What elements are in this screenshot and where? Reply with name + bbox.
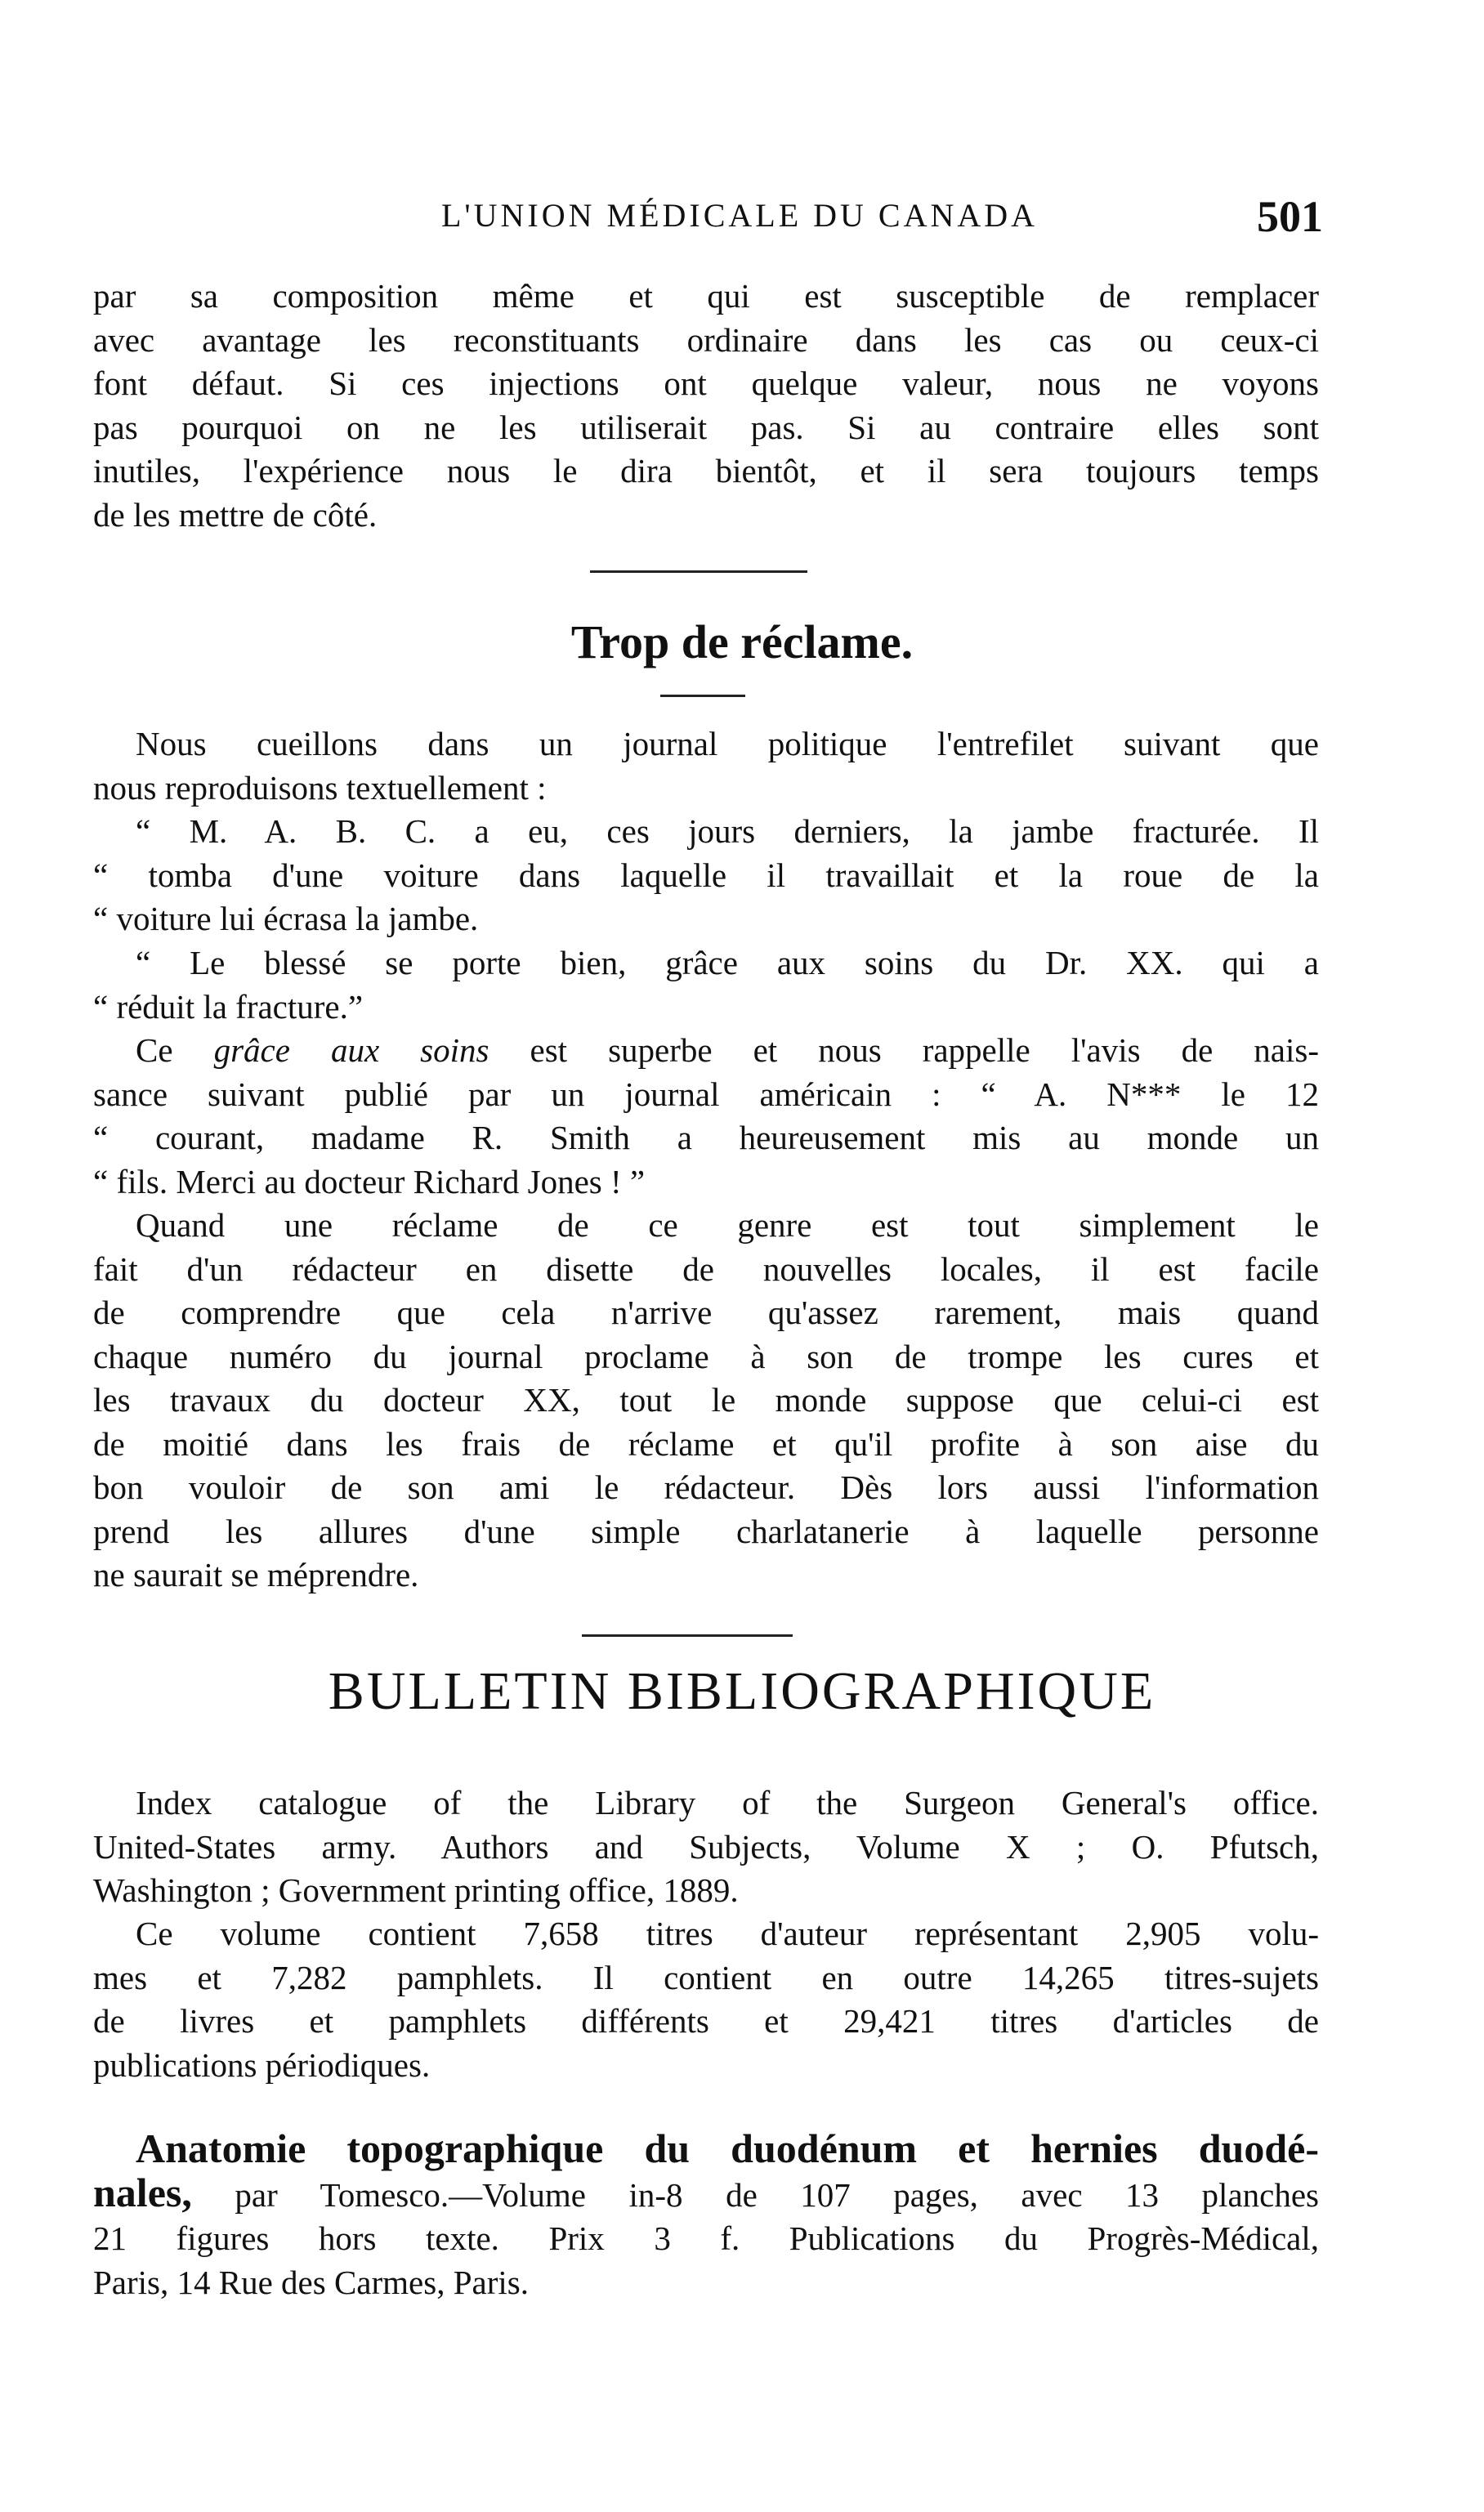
text-line: les travaux du docteur XX, tout le monde suppose que celui-ci est [93,1381,1319,1419]
text-line: sance suivant publié par un journal américain : “ A. N*** le 12 [93,1075,1319,1113]
book-title: Anatomie topographique du duodénum et hernies duodé- [136,2125,1319,2171]
text-span: Ce [136,1031,214,1069]
text-line: inutiles, l'expérience nous le dira bientôt, et il sera toujours temps [93,452,1319,489]
text-line: “ Le blessé se porte bien, grâce aux soins du Dr. XX. qui a [136,944,1319,981]
section-heading-bulletin: BULLETIN BIBLIOGRAPHIQUE [328,1661,1156,1721]
paragraph [93,1029,1319,1204]
text-span: par Tomesco.—Volume in-8 de 107 pages, avec 13 planches [191,2175,1319,2214]
text-line: ne saurait se méprendre. [93,1556,419,1593]
text-line: Ce volume contient 7,658 titres d'auteur représentant 2,905 volu- [136,1915,1319,1952]
running-head [0,191,1484,248]
text-line: chaque numéro du journal proclame à son de trompe les cures et [93,1337,1319,1375]
text-line: de moitié dans les frais de réclame et qu'il profite à son aise du [93,1424,1319,1463]
section-heading-reclame: Trop de réclame. [570,615,914,668]
text-line: prend les allures d'une simple charlatanerie à laquelle personne [93,1512,1319,1550]
text-line: pas pourquoi on ne les utiliserait pas. Si au contraire elles sont [93,408,1319,446]
italic-phrase: grâce aux soins [213,1031,489,1069]
text-line: par sa composition même et qui est susceptible de remplacer [93,277,1319,315]
text-line: mes et 7,282 pamphlets. Il contient en outre 14,265 titres-sujets [93,1958,1319,1996]
bibliography-entry [93,1781,1319,1913]
text-line: de les mettre de côté. [93,495,378,534]
text-line: nous reproduisons textuellement : [93,768,547,807]
text-line: “ tomba d'une voiture dans laquelle il travaillait et la roue de la [93,856,1319,894]
text-line: font défaut. Si ces injections ont quelque valeur, nous ne voyons [93,364,1319,402]
text-line: “ voiture lui écrasa la jambe. [93,900,479,937]
text-line: de comprendre que cela n'arrive qu'assez rarement, mais quand [93,1294,1319,1331]
paragraph-continuation [93,275,1319,537]
paragraph [93,1204,1319,1598]
bibliography-description [93,1912,1319,2087]
section-divider [582,1634,793,1637]
journal-title: L'UNION MÉDICALE DU CANADA [441,197,1039,234]
text-span: est superbe et nous rappelle l'avis de nais- [489,1031,1320,1069]
bibliography-entry [93,2127,1319,2304]
section-divider [590,570,807,573]
paragraph [93,722,1319,810]
text-line: “ fils. Merci au docteur Richard Jones ! ” [93,1162,646,1200]
text-line: United-States army. Authors and Subjects, Volume X ; O. Pfutsch, [93,1827,1319,1866]
text-line: publications périodiques. [93,2045,431,2084]
text-line: avec avantage les reconstituants ordinaire dans les cas ou ceux-ci [93,320,1319,359]
text-line [93,2171,1319,2218]
text-line: Quand une réclame de ce genre est tout simplement le [136,1206,1319,1244]
text-line: “ M. A. B. C. a eu, ces jours derniers, la jambe fracturée. Il [136,812,1319,850]
text-line: “ courant, madame R. Smith a heureusement mis au monde un [93,1119,1319,1156]
quote-paragraph [93,810,1319,941]
text-line: de livres et pamphlets différents et 29,421 titres d'articles de [93,2002,1319,2040]
text-line: Washington ; Government printing office, 1889. [93,1871,739,1909]
page-number: 501 [1257,192,1323,241]
quote-paragraph [93,941,1319,1029]
text-line: fait d'un rédacteur en disette de nouvelles locales, il est facile [93,1249,1319,1288]
text-line: Paris, 14 Rue des Carmes, Paris. [93,2263,529,2301]
heading-underline [660,695,745,697]
book-title-end: nales, [93,2169,192,2215]
text-line: bon vouloir de son ami le rédacteur. Dès lors aussi l'information [93,1468,1319,1506]
text-line: “ réduit la fracture.” [93,987,364,1026]
text-line: Nous cueillons dans un journal politique l'entrefilet suivant que [136,725,1319,762]
text-line [93,1029,1319,1073]
text-line: Index catalogue of the Library of the Surgeon General's office. [136,1784,1319,1821]
text-line: 21 figures hors texte. Prix 3 f. Publications du Progrès-Médical, [93,2219,1319,2257]
